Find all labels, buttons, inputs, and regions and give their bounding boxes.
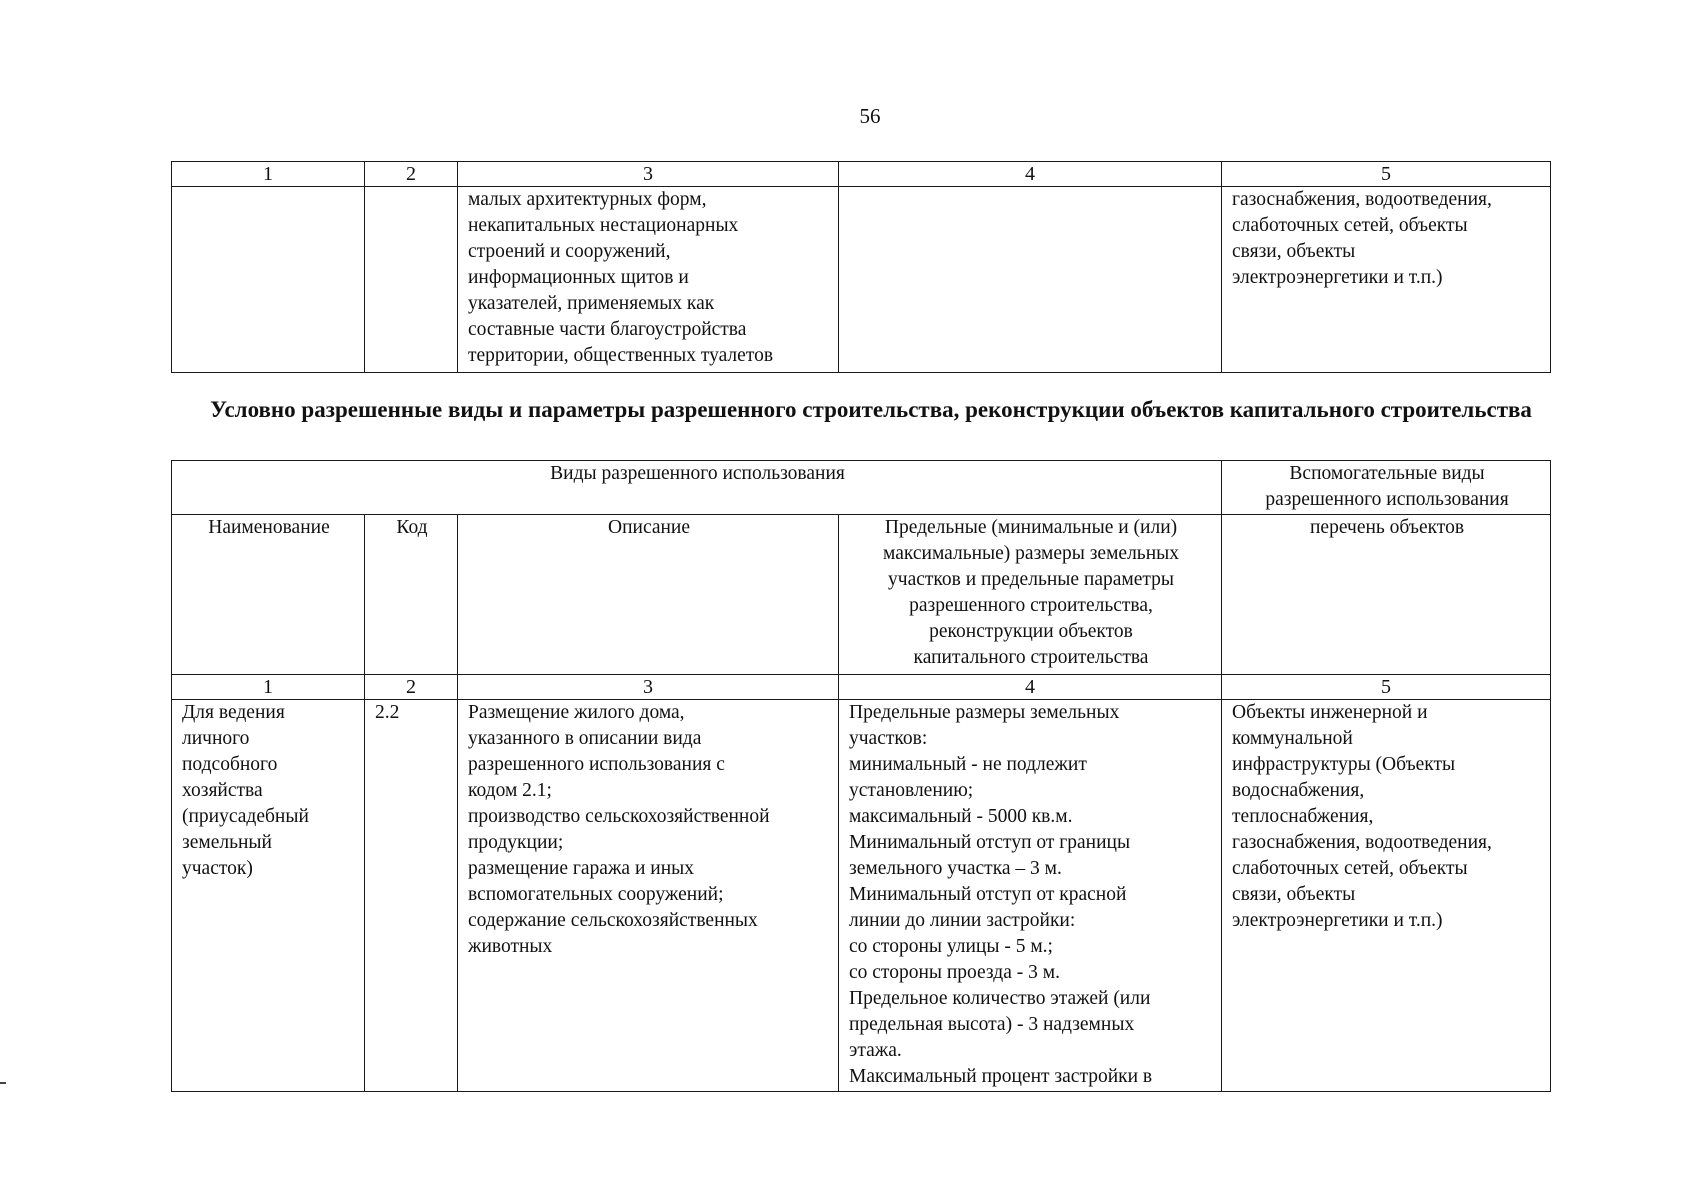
column-number-row <box>172 162 1551 187</box>
column-number: 4 <box>839 162 1222 187</box>
cell-description: малых архитектурных форм, некапитальных нестационарных строений и сооружений, информационных щитов и указателей, применяемых как составные части благоустройства территории, общественных туалетов <box>458 187 839 373</box>
header-objects: перечень объектов <box>1222 515 1551 675</box>
group-header-aux: Вспомогательные виды разрешенного использования <box>1222 461 1551 515</box>
cell-description: Размещение жилого дома, указанного в описании вида разрешенного использования с кодом 2.1; производство сельскохозяйственной продукции; размещение гаража и иных вспомогательных сооружений; содержание сельскохозяйственных животных <box>458 700 839 1092</box>
header-code: Код <box>365 515 458 675</box>
column-number: 5 <box>1222 162 1551 187</box>
group-header-main: Виды разрешенного использования <box>172 461 1222 515</box>
table-row <box>172 700 1551 1092</box>
column-number: 3 <box>458 162 839 187</box>
continuation-table <box>171 161 1551 373</box>
table-row <box>172 187 1551 373</box>
margin-mark <box>0 1082 6 1084</box>
column-header-row <box>172 515 1551 675</box>
column-number: 1 <box>172 162 365 187</box>
column-number: 2 <box>365 675 458 700</box>
group-header-row <box>172 461 1551 515</box>
section-title: Условно разрешенные виды и параметры разрешенного строительства, реконструкции объектов капитального строительства <box>210 397 1532 422</box>
page-number: 56 <box>859 104 881 128</box>
cell-code: 2.2 <box>365 700 458 1092</box>
cell-code <box>365 187 458 373</box>
cell-name <box>172 187 365 373</box>
header-description: Описание <box>458 515 839 675</box>
column-number-row <box>172 675 1551 700</box>
column-number: 2 <box>365 162 458 187</box>
column-number: 4 <box>839 675 1222 700</box>
column-number: 5 <box>1222 675 1551 700</box>
column-number: 1 <box>172 675 365 700</box>
cell-limits <box>839 187 1222 373</box>
cell-objects: газоснабжения, водоотведения, слаботочных сетей, объекты связи, объекты электроэнергетики и т.п.) <box>1222 187 1551 373</box>
cell-name: Для ведения личного подсобного хозяйства (приусадебный земельный участок) <box>172 700 365 1092</box>
conditional-uses-table <box>171 460 1551 1092</box>
column-number: 3 <box>458 675 839 700</box>
header-name: Наименование <box>172 515 365 675</box>
cell-objects: Объекты инженерной и коммунальной инфраструктуры (Объекты водоснабжения, теплоснабжения, газоснабжения, водоотведения, слаботочных сетей, объекты связи, объекты электроэнергетики и т.п.) <box>1222 700 1551 1092</box>
header-limits: Предельные (минимальные и (или) максимальные) размеры земельных участков и предельные параметры разрешенного строительства, реконструкции объектов капитального строительства <box>839 515 1222 675</box>
cell-limits: Предельные размеры земельных участков: минимальный - не подлежит установлению; максимальный - 5000 кв.м. Минимальный отступ от границы земельного участка – 3 м. Минимальный отступ от красной линии до линии застройки: со стороны улицы - 5 м.; со стороны проезда - 3 м. Предельное количество этажей (или предельная высота) - 3 надземных этажа. Максимальный процент застройки в <box>839 700 1222 1092</box>
